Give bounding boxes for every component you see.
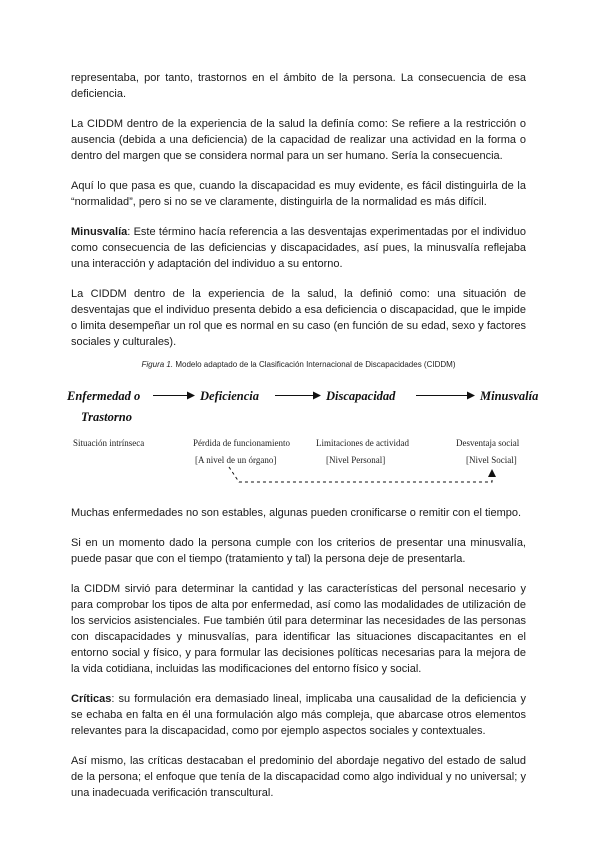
document-page: [67, 70, 539, 815]
figure-caption-label: Figura 1.: [141, 360, 174, 369]
desc-nivel-social: [Nivel Social]: [466, 455, 517, 465]
term-trastorno: Trastorno: [81, 410, 132, 424]
paragraph-4: [71, 224, 526, 272]
figure-caption-text: Modelo adaptado de la Clasificación Internacional de Discapacidades (CIDDM): [175, 360, 456, 369]
desc-nivel-personal: [Nivel Personal]: [326, 455, 386, 465]
term-minusvalia-fig: Minusvalía: [480, 389, 539, 403]
ciddm-figure: [67, 375, 539, 493]
term-criticas: Críticas: [71, 693, 112, 705]
term-deficiencia: Deficiencia: [200, 389, 260, 403]
paragraph-7: Si en un momento dado la persona cumple con los criterios de presentar una minusvalía, puede pasar que con el tiempo (tratamiento y tal) la persona deje de presentarla.: [71, 537, 526, 565]
paragraph-6: Muchas enfermedades no son estables, algunas pueden cronificarse o remitir con el tiempo.: [71, 507, 522, 519]
ciddm-diagram: [67, 375, 539, 493]
paragraph-1: representaba, por tanto, trastornos en el ámbito de la persona. La consecuencia de esa deficiencia.: [71, 72, 526, 100]
paragraph-9-text: : su formulación era demasiado lineal, implicaba una causalidad de la deficiencia y se echaba en falta en él una formulación algo más compleja, que abarcase otros elementos relevantes para la discapacidad, como por ejemplo aspectos sociales y contextuales.: [71, 693, 526, 737]
dashed-arrow-deficiencia-minusvalia: [229, 467, 492, 482]
paragraph-5: La CIDDM dentro de la experiencia de la salud, la definió como: una situación de desventajas que el individuo presenta debido a esa deficiencia o discapacidad, que le impide o limita desempeñar un rol que es normal en su caso (en función de su edad, sexo y factores sociales y culturales).: [71, 288, 526, 348]
paragraph-3: Aquí lo que pasa es que, cuando la discapacidad es muy evidente, es fácil distinguirla de la “normalidad”, pero si no se ve claramente, distinguirla de la normalidad es más difícil.: [71, 180, 526, 208]
paragraph-9: [71, 691, 526, 739]
desc-desventaja: Desventaja social: [456, 438, 520, 448]
paragraph-10: Así mismo, las críticas destacaban el predominio del abordaje negativo del estado de salud de la persona; el enfoque que tenía de la discapacidad como algo individual y no universal; y una inadecuada verificación transcultural.: [71, 755, 526, 799]
desc-nivel-organo: [A nivel de un órgano]: [195, 455, 277, 465]
term-minusvalia: Minusvalía: [71, 226, 128, 238]
paragraph-4-text: : Este término hacía referencia a las desventajas experimentadas por el individuo como consecuencia de las deficiencias y discapacidades, así pues, la minusvalía reflejaba una interacción y adaptación del individuo a su entorno.: [71, 226, 526, 270]
term-enfermedad: Enfermedad o: [67, 389, 141, 403]
paragraph-2: La CIDDM dentro de la experiencia de la salud la definía como: Se refiere a la restricción o ausencia (debida a una deficiencia) de la capacidad de realizar una actividad en la forma o dentro del margen que se considera normal para un ser humano. Sería la consecuencia.: [71, 118, 526, 162]
desc-limitaciones: Limitaciones de actividad: [316, 438, 409, 448]
paragraph-8: la CIDDM sirvió para determinar la cantidad y las características del personal necesario y para comprobar los tipos de alta por enfermedad, así como las modalidades de utilización de los servicios asistenciales. Fue también útil para determinar las necesidades de las personas con discapacidades y minusvalías, para identificar las situaciones discapacitantes en el entorno social y físico, y para formular las decisiones políticas necesarias para la mejora de la vida cotidiana, incluidas las modificaciones del entorno físico y social.: [71, 583, 526, 675]
desc-situacion: Situación intrínseca: [73, 438, 145, 448]
figure-caption: [71, 360, 526, 369]
term-discapacidad: Discapacidad: [326, 389, 396, 403]
desc-perdida: Pérdida de funcionamiento: [193, 438, 290, 448]
